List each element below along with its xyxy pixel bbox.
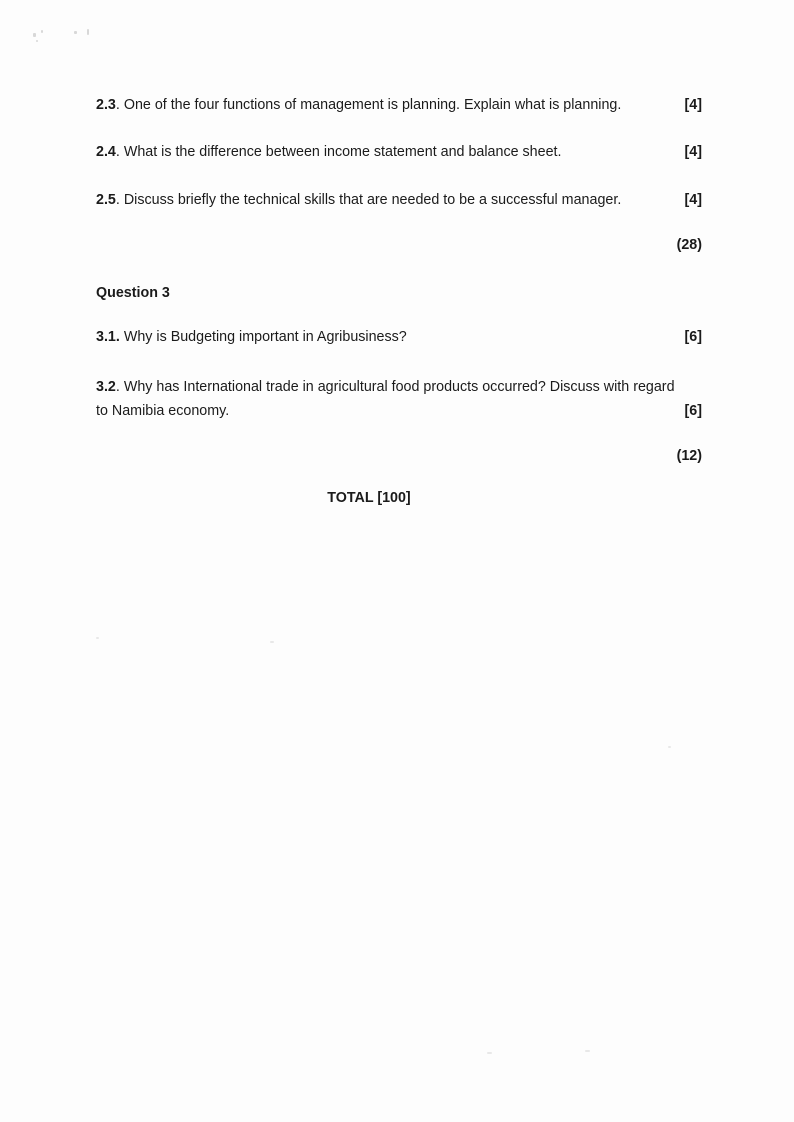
section-subtotal: (12) <box>676 447 702 464</box>
total-marks: TOTAL [100] <box>327 489 411 506</box>
question-text <box>96 190 685 211</box>
question-number: 3.1. <box>96 329 120 346</box>
scan-artifact <box>36 40 38 42</box>
question-marks: [4] <box>684 144 702 161</box>
question-marks: [4] <box>684 191 702 208</box>
question-marks: [4] <box>684 97 702 113</box>
question-number: 2.5 <box>96 191 116 208</box>
question-item <box>96 95 702 116</box>
question-text <box>96 95 685 116</box>
scan-artifact <box>87 29 89 35</box>
question-marks: [6] <box>684 329 702 346</box>
question-item <box>96 190 702 211</box>
question-number: 3.2 <box>96 378 116 395</box>
scan-artifact <box>668 746 671 748</box>
scan-artifact <box>96 637 99 639</box>
question-text <box>96 142 685 163</box>
question-text <box>96 327 685 348</box>
question-body: . Why has International trade in agricultural food products occurred? Discuss with regard <box>115 378 675 395</box>
section-subtotal: (28) <box>676 237 702 254</box>
question-marks: [6] <box>684 403 702 420</box>
question-item <box>96 375 702 424</box>
question-body: . Discuss briefly the technical skills that are needed to be a successful manager. <box>115 191 622 208</box>
question-body: . One of the four functions of management is planning. Explain what is planning. <box>115 97 622 113</box>
question-text-line-1 <box>96 375 702 400</box>
question-item <box>96 142 702 163</box>
question-body: Why is Budgeting important in Agribusiness? <box>119 329 407 346</box>
scan-artifact <box>41 30 43 33</box>
scan-artifact <box>74 31 77 34</box>
question-text-line-2-row <box>96 399 702 424</box>
question-number: 2.4 <box>96 144 116 161</box>
document-body <box>96 95 702 506</box>
question-body: . What is the difference between income statement and balance sheet. <box>115 144 562 161</box>
scan-artifact <box>270 641 274 643</box>
scan-artifact <box>33 33 36 37</box>
scan-artifact <box>487 1052 492 1054</box>
section-heading-question-3: Question 3 <box>96 285 170 302</box>
question-item <box>96 327 702 348</box>
question-number: 2.3 <box>96 97 116 113</box>
scan-artifact <box>585 1050 590 1052</box>
question-body-continued: to Namibia economy. <box>96 403 230 420</box>
